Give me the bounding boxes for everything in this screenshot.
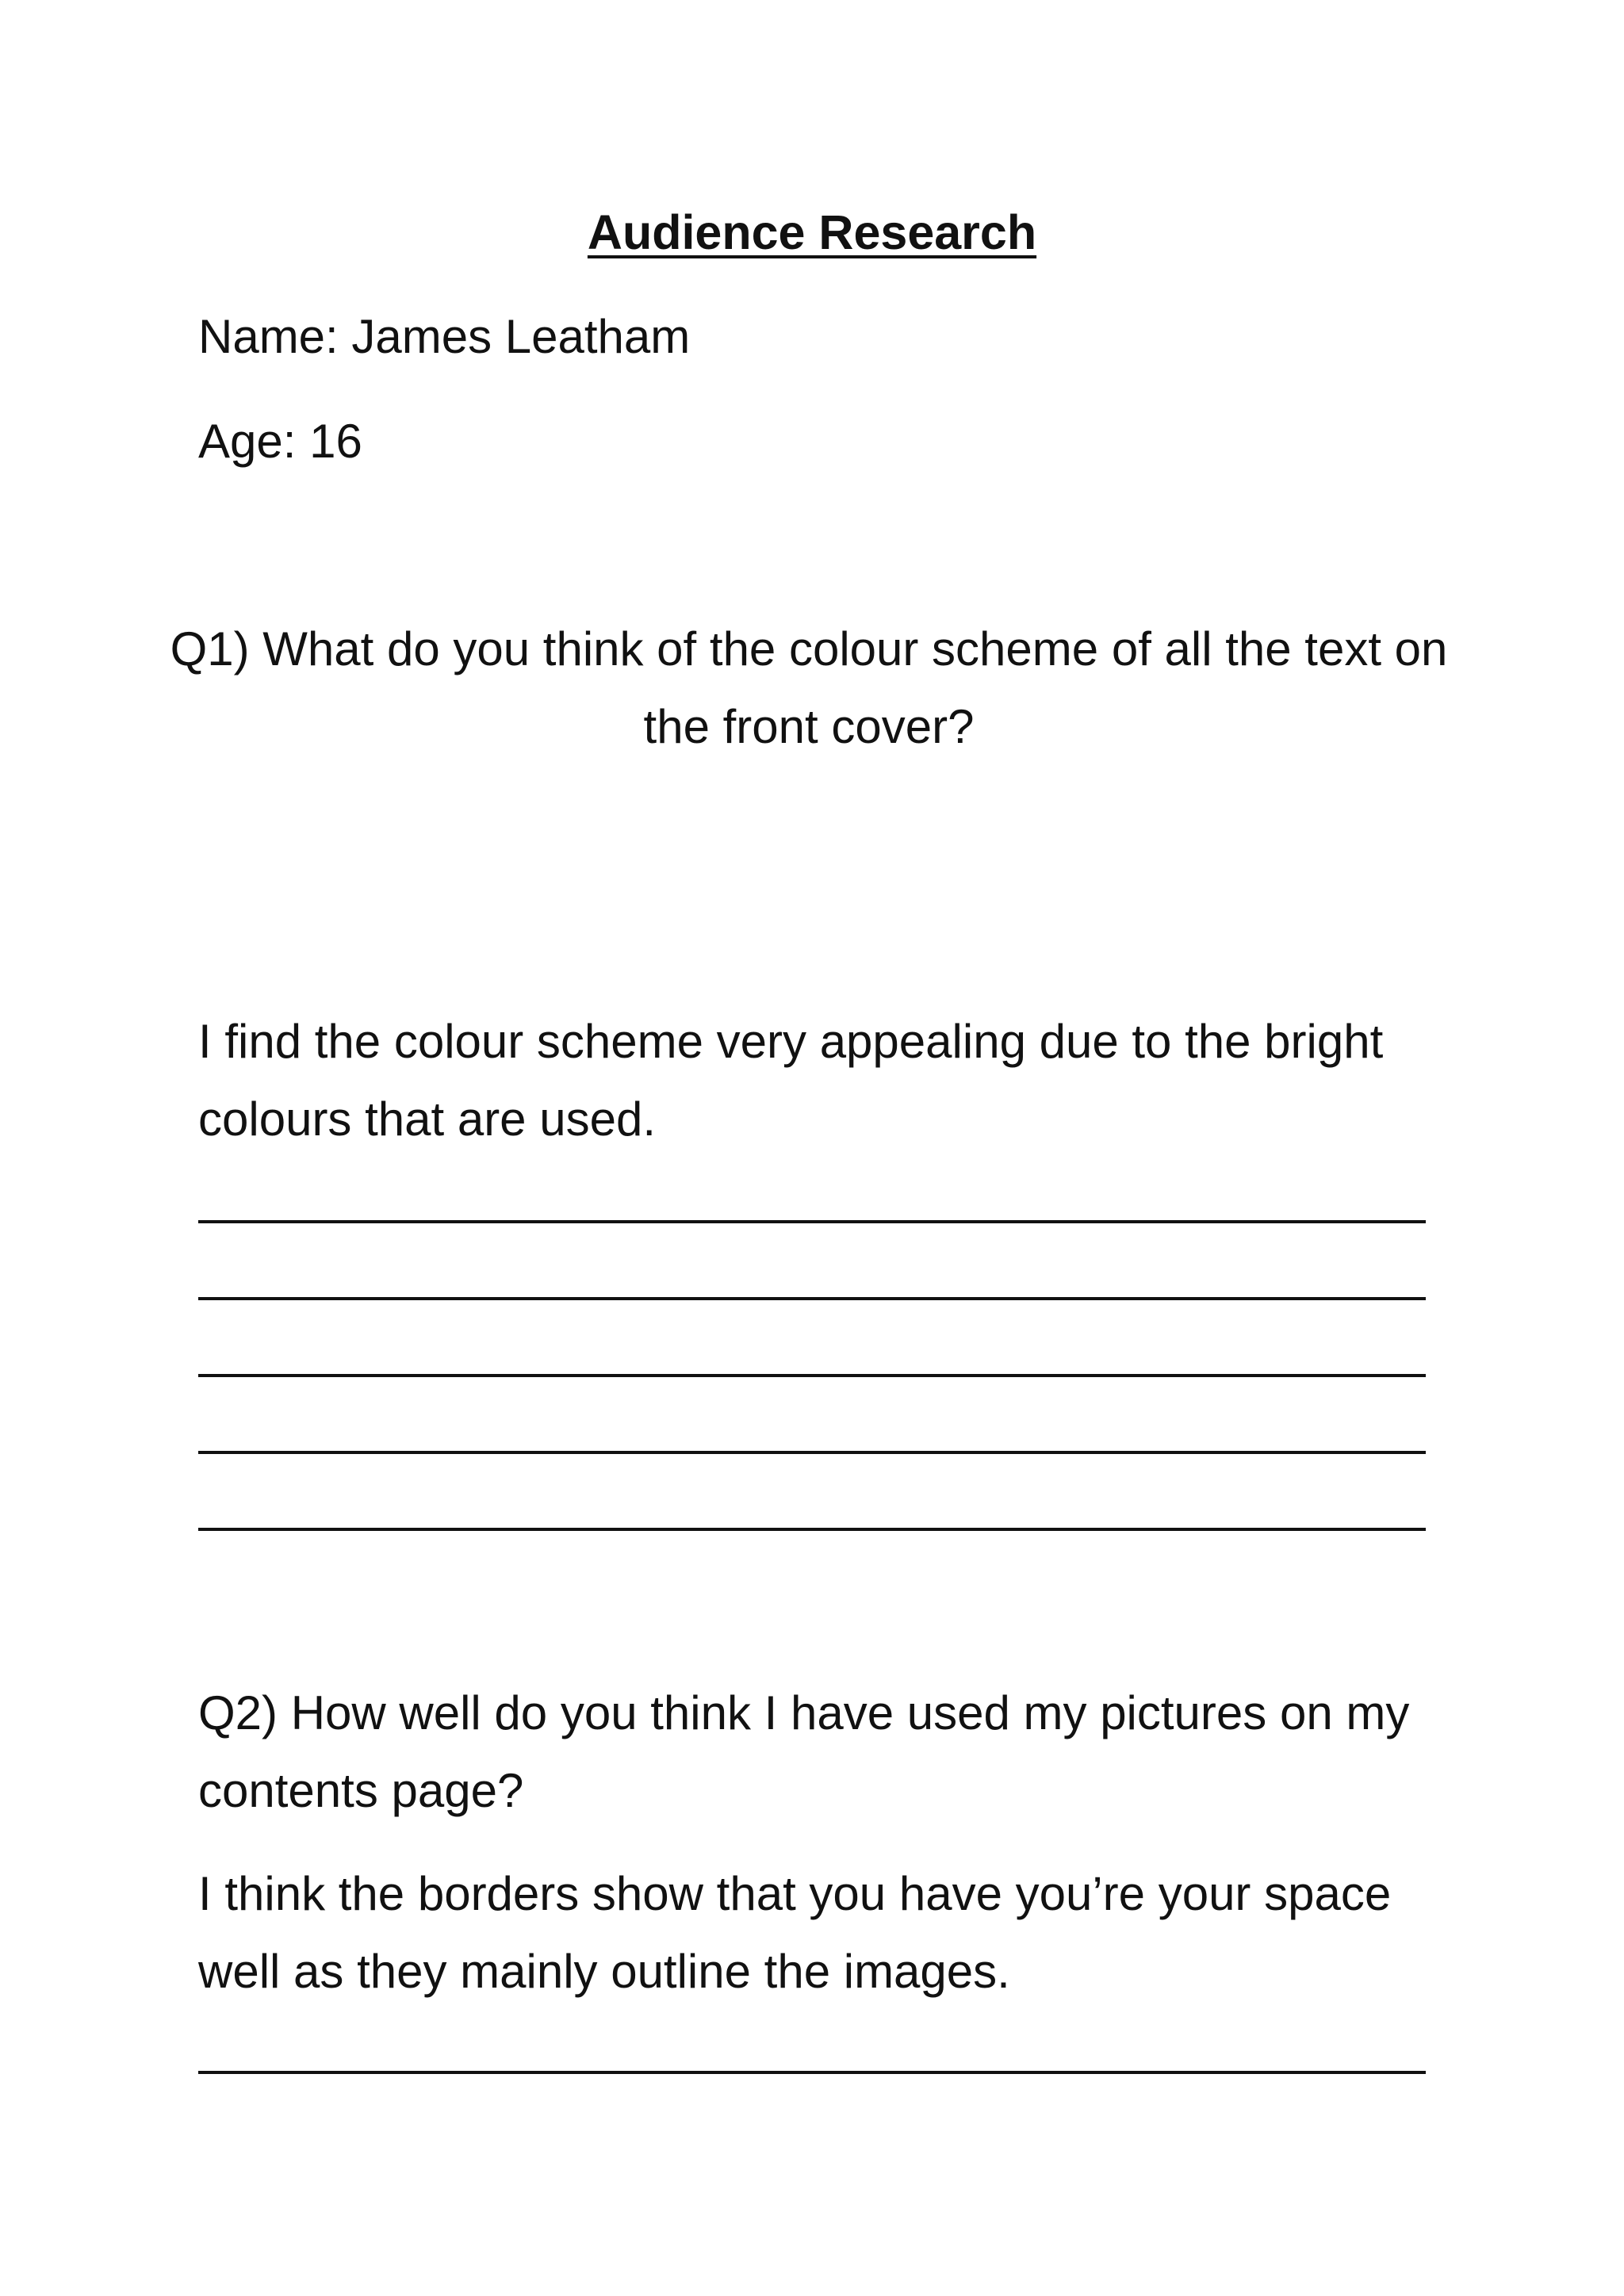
name-line: Name: James Leatham — [198, 310, 691, 363]
question-1: Q1) What do you think of the colour scheme of all the text on the front cover? — [170, 622, 1448, 753]
page-title-text: Audience Research — [587, 205, 1037, 259]
answer-2: I think the borders show that you have you’re your space well as they mainly outline the images. — [198, 1867, 1392, 1998]
age-line: Age: 16 — [198, 415, 362, 468]
answer-line — [198, 2071, 1426, 2074]
page-title — [0, 197, 1624, 268]
answer-1: I find the colour scheme very appealing due to the bright colours that are used. — [198, 1015, 1384, 1146]
answer-line — [198, 1528, 1426, 1531]
answer-line — [198, 1374, 1426, 1377]
answer-line — [198, 1220, 1426, 1223]
answer-line — [198, 1297, 1426, 1300]
answer-line — [198, 1451, 1426, 1454]
question-2: Q2) How well do you think I have used my pictures on my contents page? — [198, 1686, 1410, 1817]
